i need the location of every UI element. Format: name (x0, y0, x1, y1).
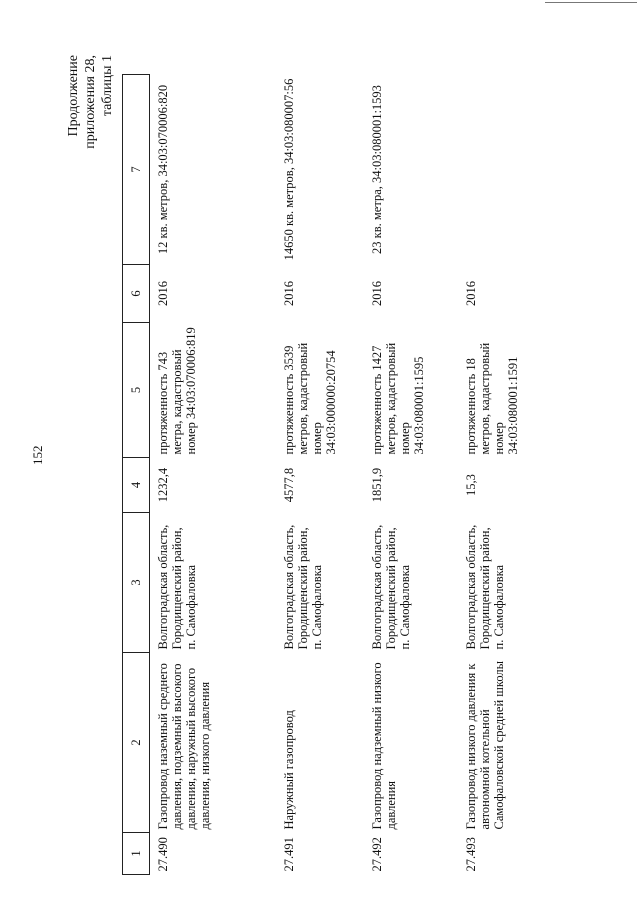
land-plot (458, 75, 576, 265)
object-characteristics: протяженность 1427 метров, кадастровый номер 34:03:080001:1595 (370, 342, 426, 455)
column-header: 1 (123, 833, 150, 875)
column-header: 3 (123, 513, 150, 653)
object-value: 1232,4 (156, 467, 170, 503)
row-number: 27.490 (156, 837, 170, 872)
object-address: Волгоградская область, Городищенский район, п. Самофаловка (370, 524, 412, 650)
column-header: 5 (123, 323, 150, 458)
row-number: 27.493 (464, 837, 478, 872)
continuation-line-1: Продолжение приложения 28, (66, 55, 98, 149)
object-year: 2016 (370, 281, 384, 306)
object-year: 2016 (464, 281, 478, 306)
object-characteristics: протяженность 3539 метров, кадастровый номер 34:03:000000:20754 (282, 342, 338, 455)
table-row (364, 75, 458, 875)
object-value: 15,3 (464, 474, 478, 496)
continuation-line-2: таблицы 1 (100, 55, 115, 117)
column-header: 7 (123, 75, 150, 265)
object-value: 4577,8 (282, 467, 296, 503)
object-value: 1851,9 (370, 467, 384, 503)
continuation-note (65, 55, 116, 205)
table-row (276, 75, 364, 875)
object-characteristics: протяженность 743 метра, кадастровый номер 34:03:070006:819 (156, 327, 198, 455)
land-plot: 23 кв. метра, 34:03:080001:1593 (370, 85, 384, 254)
land-plot: 12 кв. метров, 34:03:070006:820 (156, 84, 170, 255)
object-address: Волгоградская область, Городищенский район, п. Самофаловка (464, 524, 506, 650)
object-name: Газопровод наземный среднего давления, подземный высокого давления, наружный высокого давления, низкого давления (156, 663, 212, 830)
object-address: Волгоградская область, Городищенский район, п. Самофаловка (156, 524, 198, 650)
table-row (150, 75, 277, 875)
column-header: 6 (123, 265, 150, 323)
page-number: 152 (30, 445, 45, 465)
row-number: 27.492 (370, 837, 384, 872)
property-table (122, 74, 576, 875)
object-name: Газопровод низкого давления к автономной котельной Самофаловской средней школы (464, 660, 506, 830)
table-header-row (123, 75, 150, 875)
object-name: Газопровод надземный низкого давления (370, 662, 398, 830)
object-year: 2016 (282, 281, 296, 306)
object-address: Волгоградская область, Городищенский район, п. Самофаловка (282, 524, 324, 650)
object-year: 2016 (156, 281, 170, 306)
column-header: 2 (123, 653, 150, 833)
land-plot: 14650 кв. метров, 34:03:080007:56 (282, 78, 296, 261)
table-row (458, 75, 576, 875)
column-header: 4 (123, 458, 150, 513)
object-name: Наружный газопровод (282, 710, 296, 830)
object-characteristics: протяженность 18 метров, кадастровый номер 34:03:080001:1591 (464, 342, 520, 455)
row-number: 27.491 (282, 837, 296, 872)
